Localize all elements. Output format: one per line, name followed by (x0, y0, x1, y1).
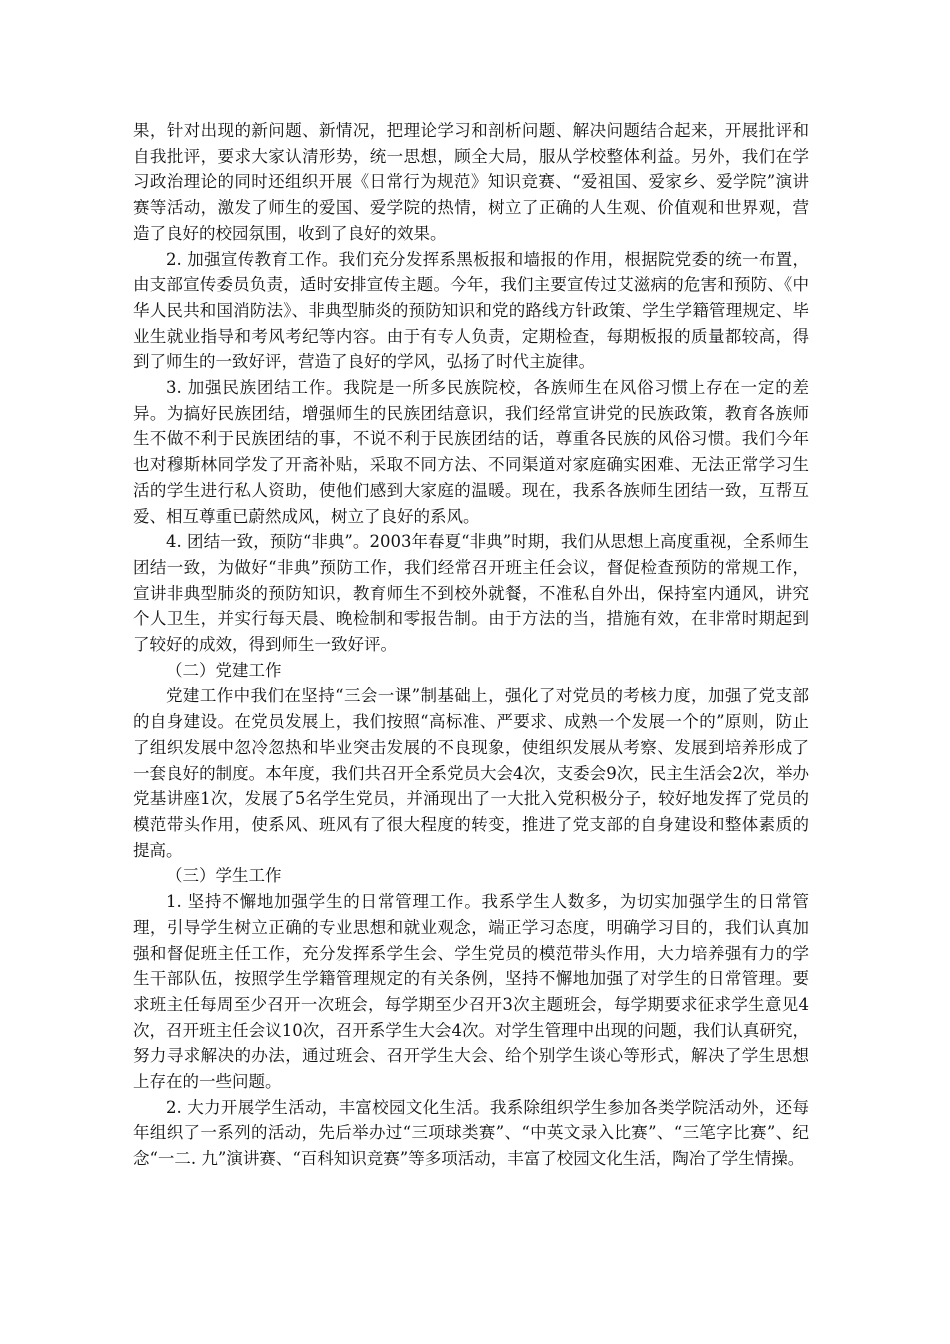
document-page (133, 118, 809, 1172)
section-heading-student-work: （三）学生工作 (166, 866, 282, 886)
paragraph-ethnic-unity: 3. 加强民族团结工作。我院是一所多民族院校，各族师生在风俗习惯上存在一定的差异。为搞好民族团结，增强师生的民族团结意识，我们经常宣讲党的民族政策，教育各族师生不做不利于民族团结的事，不说不利于民族团结的话，尊重各民族的风俗习惯。我们今年也对穆斯林同学发了开斋补贴，采取不同方法、不同渠道对家庭确实困难、无法正常学习生活的学生进行私人资助，使他们感到大家庭的温暖。现在，我系各族师生团结一致，互帮互爱、相互尊重已蔚然成风，树立了良好的系风。 (133, 378, 809, 526)
paragraph-continuation: 果，针对出现的新问题、新情况，把理论学习和剖析问题、解决问题结合起来，开展批评和自我批评，要求大家认清形势，统一思想，顾全大局，服从学校整体利益。另外，我们在学习政治理论的同时还组织开展《日常行为规范》知识竞赛、“爱祖国、爱家乡、爱学院”演讲赛等活动，激发了师生的爱国、爱学院的热情，树立了正确的人生观、价值观和世界观，营造了良好的校园氛围，收到了良好的效果。 (133, 121, 809, 243)
paragraph-student-management: 1. 坚持不懈地加强学生的日常管理工作。我系学生人数多，为切实加强学生的日常管理，引导学生树立正确的专业思想和就业观念，端正学习态度，明确学习目的，我们认真加强和督促班主任工作，充分发挥系学生会、学生党员的模范带头作用，大力培养强有力的学生干部队伍，按照学生学籍管理规定的有关条例，坚持不懈地加强了对学生的日常管理。要求班主任每周至少召开一次班会，每学期至少召开3次主题班会，每学期要求征求学生意见4次，召开班主任会议10次，召开系学生大会4次。对学生管理中出现的问题，我们认真研究，努力寻求解决的办法，通过班会、召开学生大会、给个别学生谈心等形式，解决了学生思想上存在的一些问题。 (133, 892, 809, 1092)
section-heading-party-building: （二）党建工作 (166, 660, 282, 680)
paragraph-party-building: 党建工作中我们在坚持“三会一课”制基础上，强化了对党员的考核力度，加强了党支部的自身建设。在党员发展上，我们按照“高标准、严要求、成熟一个发展一个的”原则，防止了组织发展中忽冷忽热和毕业突击发展的不良现象，使组织发展从考察、发展到培养形成了一套良好的制度。本年度，我们共召开全系党员大会4次，支委会9次，民主生活会2次，举办党基讲座1次，发展了5名学生党员，并涌现出了一大批入党积极分子，较好地发挥了党员的模范带头作用，使系风、班风有了很大程度的转变，推进了党支部的自身建设和整体素质的提高。 (133, 686, 809, 860)
paragraph-publicity-work: 2. 加强宣传教育工作。我们充分发挥系黑板报和墙报的作用，根据院党委的统一布置，由支部宣传委员负责，适时安排宣传主题。今年，我们主要宣传过艾滋病的危害和预防、《中华人民共和国消防法》、非典型肺炎的预防知识和党的路线方针政策、学生学籍管理规定、毕业生就业指导和考风考纪等内容。由于有专人负责，定期检查，每期板报的质量都较高，得到了师生的一致好评，营造了良好的学风，弘扬了时代主旋律。 (133, 249, 809, 372)
paragraph-student-activities: 2. 大力开展学生活动，丰富校园文化生活。我系除组织学生参加各类学院活动外，还每年组织了一系列的活动，先后举办过“三项球类赛”、“中英文录入比赛”、“三笔字比赛”、纪念“一二. 九”演讲赛、“百科知识竞赛”等多项活动，丰富了校园文化生活，陶冶了学生情操。 (133, 1097, 809, 1169)
paragraph-sars-prevention: 4. 团结一致，预防“非典”。2003年春夏“非典”时期，我们从思想上高度重视，全系师生团结一致，为做好“非典”预防工作，我们经常召开班主任会议，督促检查预防的常规工作，宣讲非典型肺炎的预防知识，教育师生不到校外就餐，不准私自外出，保持室内通风，讲究个人卫生，并实行每天晨、晚检制和零报告制。由于方法的当，措施有效，在非常时期起到了较好的成效，得到师生一致好评。 (133, 532, 809, 655)
